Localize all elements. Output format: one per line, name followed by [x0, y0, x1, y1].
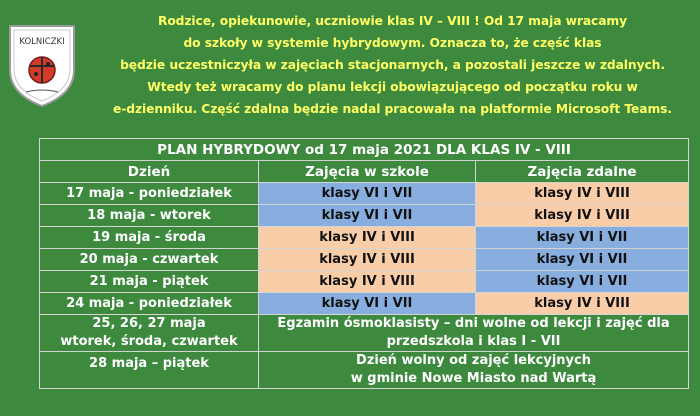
table-row-exam — [40, 315, 689, 352]
note-line: w gminie Nowe Miasto nad Wartą — [350, 371, 597, 386]
day-cell: 19 maja - środa — [40, 227, 259, 249]
remote-cell: klasy IV i VIII — [476, 205, 689, 227]
day-line: 28 maja – piątek — [89, 356, 209, 371]
intro-line: będzie uczestniczyła w zajęciach stacjonarnych, a pozostali jeszcze w zdalnych. — [120, 58, 665, 72]
table-row — [40, 271, 689, 293]
school-logo — [6, 22, 78, 108]
remote-cell: klasy VI i VII — [476, 249, 689, 271]
table-header-row — [40, 161, 689, 183]
school-cell: klasy IV i VIII — [259, 271, 476, 293]
school-cell: klasy IV i VIII — [259, 227, 476, 249]
intro-line: Wtedy też wracamy do planu lekcji obowiązującego od początku roku w — [147, 80, 638, 94]
table-title-row — [40, 139, 689, 161]
remote-cell: klasy IV i VIII — [476, 293, 689, 315]
table-row — [40, 293, 689, 315]
intro-line: Rodzice, opiekunowie, uczniowie klas IV – VIII ! Od 17 maja wracamy — [157, 14, 628, 28]
shield-logo-icon — [6, 22, 78, 108]
day-cell: 20 maja - czwartek — [40, 249, 259, 271]
remote-cell: klasy VI i VII — [476, 271, 689, 293]
remote-cell: klasy IV i VIII — [476, 183, 689, 205]
note-line: Egzamin ósmoklasisty – dni wolne od lekcji i zajęć dla — [277, 316, 670, 331]
day-cell: 21 maja - piątek — [40, 271, 259, 293]
day-line: wtorek, środa, czwartek — [60, 334, 238, 349]
day-cell: 18 maja - wtorek — [40, 205, 259, 227]
day-cell: 17 maja - poniedziałek — [40, 183, 259, 205]
day-line: 25, 26, 27 maja — [92, 316, 206, 331]
header-day: Dzień — [40, 161, 259, 183]
day-cell: 24 maja - poniedziałek — [40, 293, 259, 315]
day-cell — [40, 352, 259, 389]
exam-note — [259, 315, 689, 352]
intro-announcement — [95, 10, 690, 120]
table-row — [40, 183, 689, 205]
school-cell: klasy VI i VII — [259, 293, 476, 315]
note-line: przedszkola i klas I - VII — [386, 334, 561, 349]
day-cell — [40, 315, 259, 352]
remote-cell: klasy VI i VII — [476, 227, 689, 249]
table-row — [40, 249, 689, 271]
table-row — [40, 227, 689, 249]
free-day-note — [259, 352, 689, 389]
table-row — [40, 205, 689, 227]
note-line: Dzień wolny od zajęć lekcyjnych — [356, 353, 591, 368]
school-cell: klasy VI i VII — [259, 183, 476, 205]
header-remote: Zajęcia zdalne — [476, 161, 689, 183]
school-cell: klasy IV i VIII — [259, 249, 476, 271]
logo-text: KOLNICZKI — [19, 37, 65, 47]
table-row-free-day — [40, 352, 689, 389]
hybrid-plan-table — [39, 138, 689, 389]
intro-line: e-dzienniku. Część zdalna będzie nadal pracowała na platformie Microsoft Teams. — [113, 102, 672, 116]
table-title: PLAN HYBRYDOWY od 17 maja 2021 DLA KLAS IV - VIII — [40, 139, 689, 161]
header-school: Zajęcia w szkole — [259, 161, 476, 183]
school-cell: klasy VI i VII — [259, 205, 476, 227]
intro-line: do szkoły w systemie hybrydowym. Oznacza to, że część klas — [183, 36, 602, 50]
